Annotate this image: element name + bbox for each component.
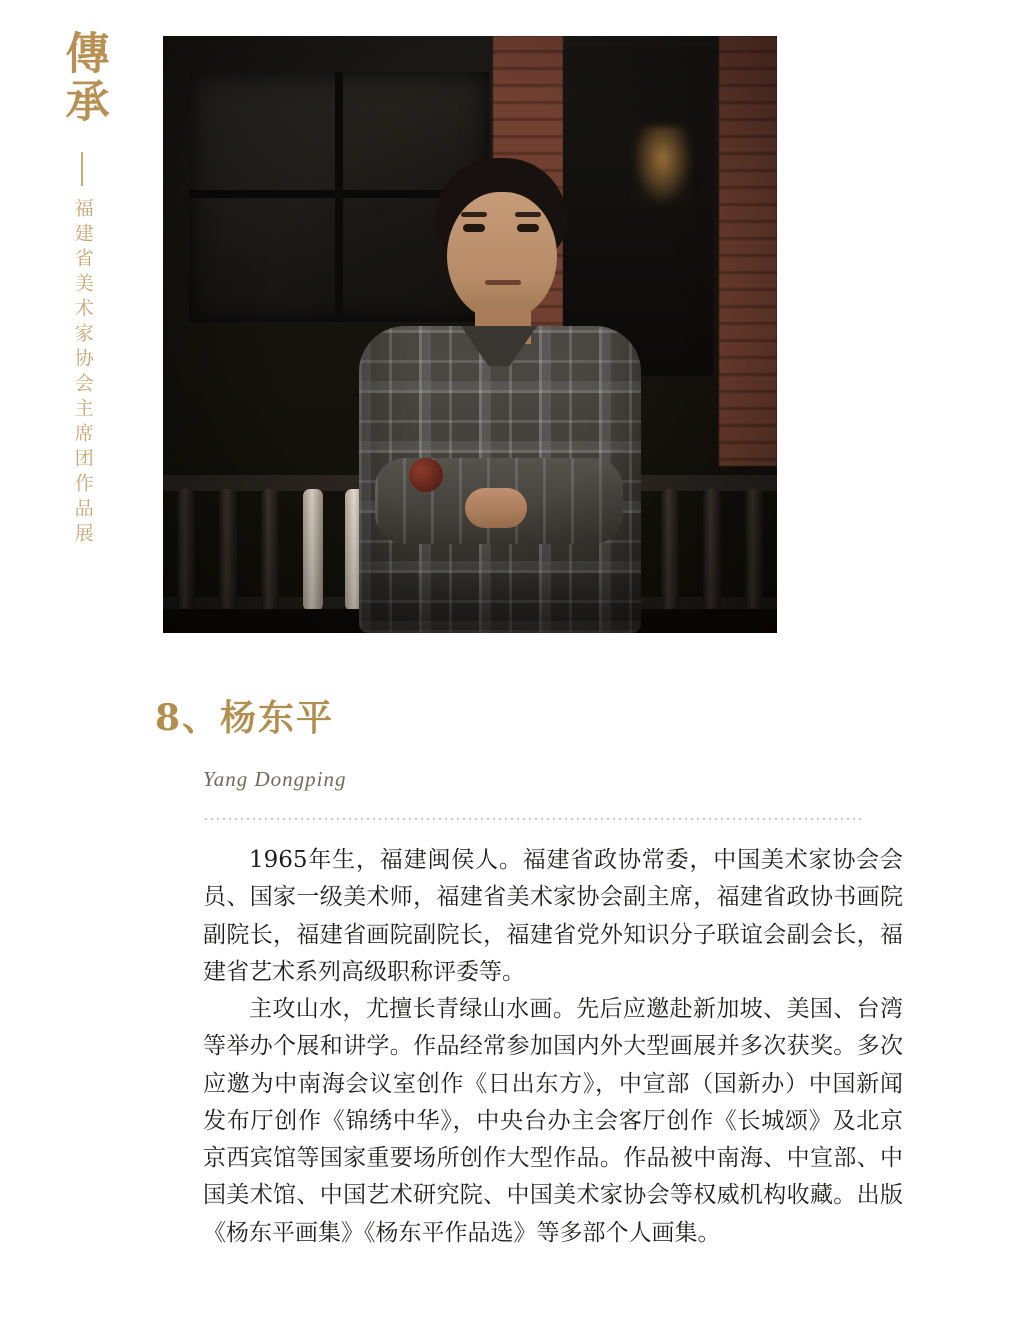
- background-brick-column-right: [719, 36, 777, 466]
- masthead-divider: [81, 152, 83, 186]
- profile-content: [155, 690, 915, 1252]
- portrait-photo: [163, 36, 777, 633]
- biography-paragraph: 1965年生，福建闽侯人。福建省政协常委，中国美术家协会会员、国家一级美术师，福建省美术家协会副主席，福建省政协书画院副院长，福建省画院副院长，福建省党外知识分子联谊会副会长，福建省艺术系列高级职称评委等。: [203, 847, 903, 985]
- portrait-subject: [349, 158, 649, 633]
- biography-paragraph: 主攻山水，尤擅长青绿山水画。先后应邀赴新加坡、美国、台湾等举办个展和讲学。作品经常参加国内外大型画展并多次获奖。多次应邀为中南海会议室创作《日出东方》，中宣部（国新办）中国新闻发布厅创作《锦绣中华》，中央台办主会客厅创作《长城颂》及北京京西宾馆等国家重要场所创作大型作品。作品被中南海、中宣部、中国美术馆、中国艺术研究院、中国美术家协会等权威机构收藏。出版《杨东平画集》《杨东平作品选》等多部个人画集。: [203, 996, 903, 1246]
- dotted-divider: [203, 818, 863, 820]
- masthead-subtitle: 福建省美术家协会主席团作品展: [71, 198, 94, 548]
- page-title: 8、杨东平: [155, 697, 335, 739]
- masthead-title: 傳承: [57, 30, 109, 126]
- name-pinyin: Yang Dongping: [203, 767, 347, 791]
- beaded-bracelet: [409, 458, 443, 492]
- biography: [203, 842, 903, 1252]
- masthead: [34, 30, 130, 590]
